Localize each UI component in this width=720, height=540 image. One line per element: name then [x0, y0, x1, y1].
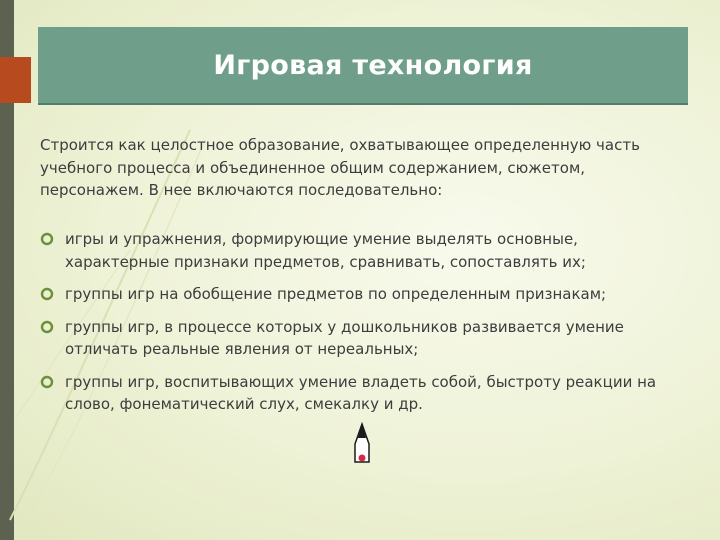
bullet-text: группы игр, воспитывающих умение владеть собой, быстроту реакции на слово, фонематический слух, смекалку и др.	[65, 372, 657, 413]
bullet-item	[40, 283, 680, 306]
bullet-list	[40, 228, 680, 426]
bullet-item	[40, 316, 680, 361]
circle-bullet-icon	[40, 320, 54, 334]
circle-bullet-icon	[40, 287, 54, 301]
slide-title: Игровая технология	[213, 49, 533, 81]
intro-text: Строится как целостное образование, охватывающее определенную часть учебного процесса и объединенное общим содержанием, сюжетом, персонажем. В нее включаются последовательно:	[40, 136, 640, 199]
pen-cursor-icon[interactable]	[352, 422, 372, 474]
bullet-item	[40, 228, 680, 273]
bullet-text: игры и упражнения, формирующие умение выделять основные, характерные признаки предметов, сравнивать, сопоставлять их;	[65, 230, 586, 271]
title-banner	[38, 27, 688, 105]
bullet-item	[40, 371, 680, 416]
bullet-text: группы игр, в процессе которых у дошкольников развивается умение отличать реальные явления от нереальных;	[65, 317, 624, 358]
accent-block	[0, 57, 31, 103]
circle-bullet-icon	[40, 232, 54, 246]
bullet-text: группы игр на обобщение предметов по определенным признакам;	[65, 285, 607, 303]
circle-bullet-icon	[40, 375, 54, 389]
